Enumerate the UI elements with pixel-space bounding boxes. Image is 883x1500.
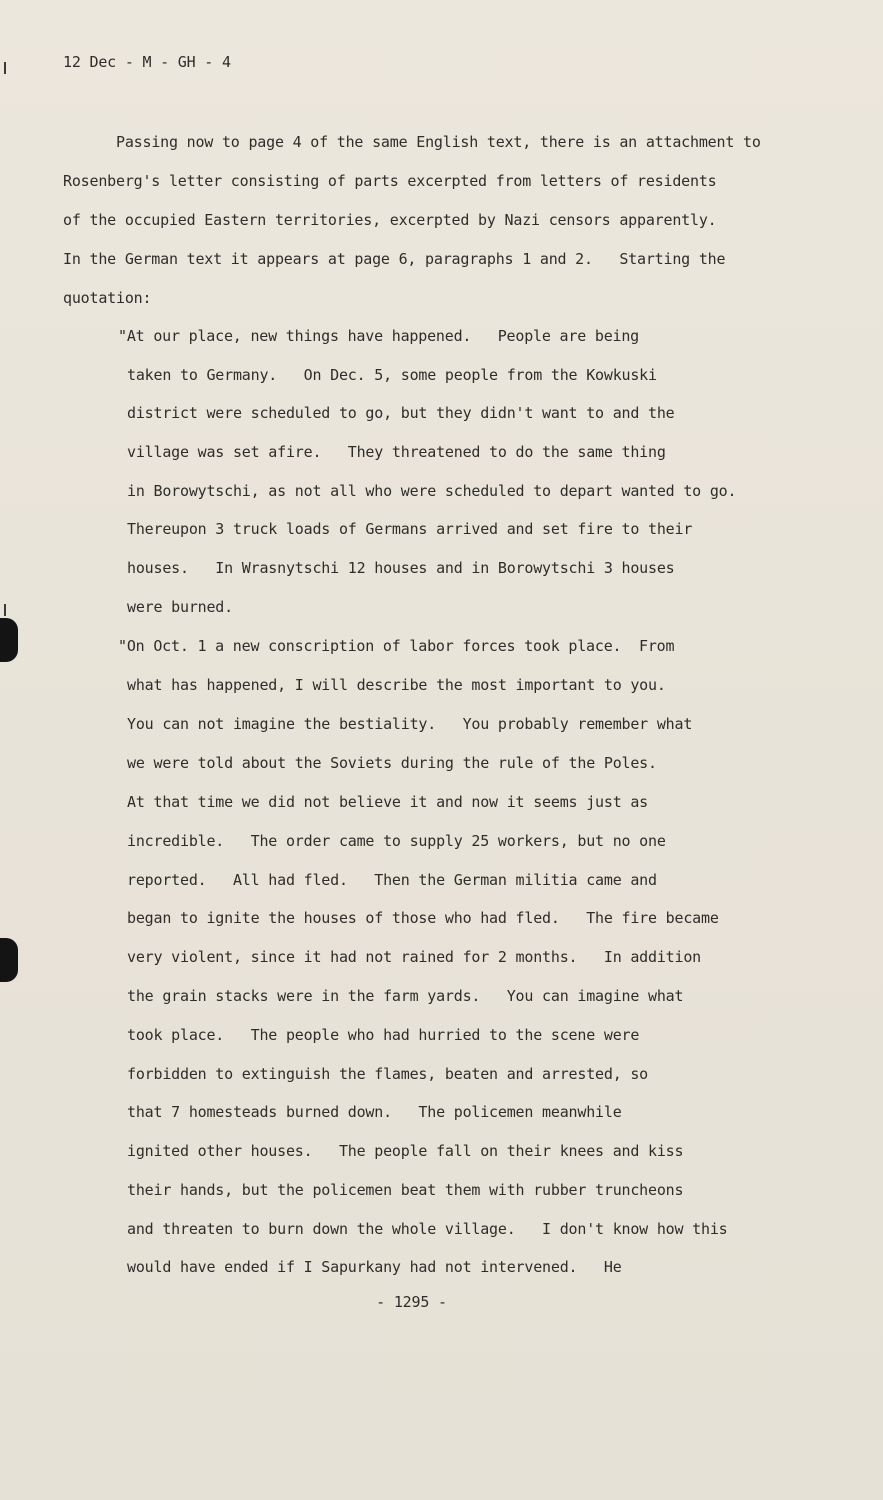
edge-mark xyxy=(4,62,6,74)
quote-line: ignited other houses. The people fall on their knees and kiss xyxy=(127,1142,684,1160)
quote-line: and threaten to burn down the whole village. I don't know how this xyxy=(127,1220,728,1238)
quote-line: we were told about the Soviets during the rule of the Poles. xyxy=(127,754,657,772)
text-line: Rosenberg's letter consisting of parts excerpted from letters of residents xyxy=(63,172,717,190)
edge-mark xyxy=(4,604,6,616)
binder-hole xyxy=(0,618,18,662)
text-line: Passing now to page 4 of the same English text, there is an attachment to xyxy=(116,133,761,151)
quote-line: would have ended if I Sapurkany had not intervened. He xyxy=(127,1258,622,1276)
quote-line: their hands, but the policemen beat them with rubber truncheons xyxy=(127,1181,684,1199)
quote-line: "At our place, new things have happened. People are being xyxy=(118,327,640,345)
page-header: 12 Dec - M - GH - 4 xyxy=(63,53,231,71)
quote-line: took place. The people who had hurried to the scene were xyxy=(127,1026,640,1044)
quote-line: village was set afire. They threatened to do the same thing xyxy=(127,443,666,461)
quote-line: At that time we did not believe it and now it seems just as xyxy=(127,793,649,811)
quote-line: "On Oct. 1 a new conscription of labor forces took place. From xyxy=(118,637,675,655)
quote-line: You can not imagine the bestiality. You probably remember what xyxy=(127,715,693,733)
page-number: - 1295 - xyxy=(376,1293,447,1311)
quote-line: taken to Germany. On Dec. 5, some people from the Kowkuski xyxy=(127,366,657,384)
quote-line: began to ignite the houses of those who had fled. The fire became xyxy=(127,909,719,927)
quote-line: incredible. The order came to supply 25 workers, but no one xyxy=(127,832,666,850)
quote-line: district were scheduled to go, but they didn't want to and the xyxy=(127,404,675,422)
quote-line: in Borowytschi, as not all who were scheduled to depart wanted to go. xyxy=(127,482,737,500)
quote-line: houses. In Wrasnytschi 12 houses and in Borowytschi 3 houses xyxy=(127,559,675,577)
quote-line: were burned. xyxy=(127,598,233,616)
quote-line: very violent, since it had not rained for 2 months. In addition xyxy=(127,948,701,966)
quote-line: Thereupon 3 truck loads of Germans arrived and set fire to their xyxy=(127,520,693,538)
text-line: In the German text it appears at page 6, paragraphs 1 and 2. Starting the xyxy=(63,250,726,268)
text-line: quotation: xyxy=(63,289,152,307)
quote-line: what has happened, I will describe the most important to you. xyxy=(127,676,666,694)
text-line: of the occupied Eastern territories, excerpted by Nazi censors apparently. xyxy=(63,211,717,229)
quote-line: reported. All had fled. Then the German militia came and xyxy=(127,871,657,889)
binder-hole xyxy=(0,938,18,982)
quote-line: forbidden to extinguish the flames, beaten and arrested, so xyxy=(127,1065,649,1083)
quote-line: that 7 homesteads burned down. The policemen meanwhile xyxy=(127,1103,622,1121)
quote-line: the grain stacks were in the farm yards. You can imagine what xyxy=(127,987,684,1005)
